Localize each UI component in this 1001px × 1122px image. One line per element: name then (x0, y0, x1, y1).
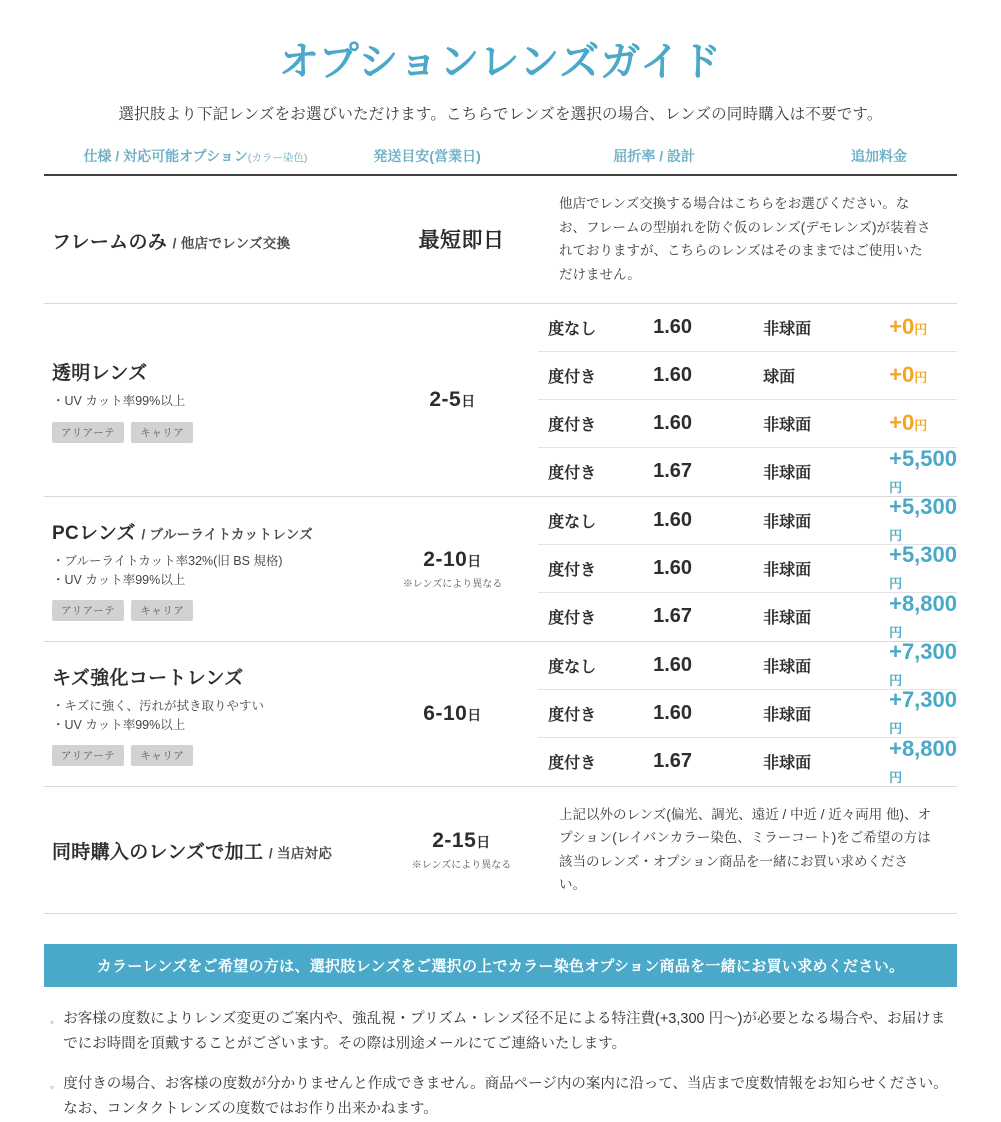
tag-career: キャリア (131, 745, 193, 766)
spec-index: 1.60 (653, 508, 693, 531)
shipping-note: ※レンズにより異なる (402, 578, 503, 590)
shipping-value: 最短即日 (418, 229, 505, 253)
spec-design: 非球面 (763, 755, 812, 772)
lens-name-cell (44, 642, 367, 786)
spec-degree: 度付き (548, 416, 597, 434)
table-row (44, 639, 957, 787)
column-header-index-design: 屈折率 / 設計 (613, 148, 696, 164)
row-description: 上記以外のレンズ(偏光、調光、遠近 / 中近 / 近々両用 他)、オプション(レイバンカラー染色、ミラーコート)をご希望の方は該当のレンズ・オプション商品を一緒にお買い求めください。 (559, 806, 932, 893)
spec-list (538, 639, 957, 786)
spec-design: 非球面 (763, 320, 812, 338)
spec-index: 1.67 (653, 460, 693, 482)
note-text: 度付きの場合、お客様の度数が分かりませんと作成できません。商品ページ内の案内に沿って、当店まで度数情報をお知らせください。なお、コンタクトレンズの度数ではお作り出来かねます。 (63, 1076, 948, 1117)
spec-degree: 度なし (548, 320, 597, 338)
shipping-value: 6-10日 (423, 701, 482, 725)
feature-item: ・キズに強く、汚れが拭き取りやすい (52, 698, 265, 713)
spec-index: 1.60 (653, 363, 693, 386)
shipping-cell (367, 304, 538, 496)
lens-options-table (44, 174, 957, 914)
tag-ariarte: アリアーテ (52, 422, 124, 443)
spec-price: +5,300円 (889, 494, 957, 543)
spec-degree: 度付き (548, 706, 597, 724)
shipping-cell (374, 787, 549, 914)
color-option-tags (52, 422, 361, 443)
spec-design: 非球面 (763, 610, 812, 627)
footnotes (44, 1007, 957, 1122)
spec-index: 1.60 (653, 411, 693, 434)
spec-index: 1.60 (653, 556, 693, 579)
spec-degree: 度なし (548, 658, 597, 676)
table-row (44, 176, 957, 304)
column-header-shipping: 発送目安(営業日) (373, 148, 481, 164)
spec-price: +0円 (889, 410, 928, 435)
spec-index: 1.60 (653, 315, 693, 338)
tag-ariarte: アリアーテ (52, 600, 124, 621)
lens-features (52, 392, 361, 411)
row-description: 他店でレンズ交換する場合はこちらをお選びください。なお、フレームの型崩れを防ぐ仮のレンズ(デモレンズ)が装着されておりますが、こちらのレンズはそのままではご使用いただけません。 (559, 196, 931, 282)
shipping-cell (374, 176, 549, 303)
table-row (44, 494, 957, 642)
spec-list (538, 494, 957, 641)
spec-degree: 度なし (548, 513, 597, 531)
spec-degree: 度付き (548, 368, 597, 386)
shipping-cell (367, 642, 538, 786)
lens-features (52, 552, 361, 591)
spec-design: 非球面 (763, 706, 812, 724)
spec-row (538, 494, 957, 545)
spec-price: +7,300円 (889, 639, 957, 688)
note-item (50, 1007, 957, 1056)
page-subtitle: 選択肢より下記レンズをお選びいただけます。こちらでレンズを選択の場合、レンズの同時購入は不要です。 (118, 106, 883, 123)
spec-design: 非球面 (763, 513, 812, 531)
spec-index: 1.60 (653, 701, 693, 724)
spec-index: 1.67 (653, 605, 693, 627)
spec-price: +0円 (889, 314, 928, 339)
note-text: お客様の度数によりレンズ変更のご案内や、強乱視・プリズム・レンズ径不足による特注費(+3,300 円〜)が必要となる場合や、お届けまでにお時間を頂戴することがございます。その際は別途メールにてご連絡いたします。 (63, 1011, 946, 1052)
tag-ariarte: アリアーテ (52, 745, 124, 766)
spec-row (538, 687, 957, 738)
lens-name: フレームのみ / 他店でレンズ交換 (52, 231, 291, 253)
spec-price: +7,300円 (889, 687, 957, 736)
spec-row (538, 352, 957, 400)
spec-design: 非球面 (763, 416, 812, 434)
column-header-extra-fee: 追加料金 (850, 148, 907, 164)
lens-name-cell (44, 176, 374, 303)
feature-item: ・UV カット率99%以上 (52, 573, 186, 587)
color-option-tags (52, 600, 361, 621)
shipping-value: 2-10日 (423, 547, 482, 571)
lens-name: 同時購入のレンズで加工 / 当店対応 (52, 842, 333, 864)
spec-degree: 度付き (548, 561, 597, 579)
spec-row (538, 445, 957, 496)
spec-row (538, 735, 957, 786)
spec-design: 球面 (763, 368, 796, 386)
spec-design: 非球面 (763, 658, 812, 676)
circle-bullet-icon: ◦ (50, 1080, 55, 1095)
spec-design: 非球面 (763, 561, 812, 579)
page-title: オプションレンズガイド (279, 40, 722, 84)
spec-price: +0円 (889, 362, 928, 387)
lens-name-cell (44, 304, 367, 496)
shipping-note: ※レンズにより異なる (411, 859, 512, 871)
lens-features (52, 697, 361, 736)
color-option-tags (52, 745, 361, 766)
feature-item: ・UV カット率99%以上 (52, 394, 186, 409)
shipping-value: 2-5日 (429, 387, 476, 411)
spec-row (538, 400, 957, 448)
spec-price: +8,800円 (889, 735, 957, 785)
table-row (44, 787, 957, 915)
note-item (50, 1072, 957, 1121)
lens-name-cell (44, 787, 374, 914)
spec-degree: 度付き (548, 610, 597, 627)
spec-price: +5,300円 (889, 542, 957, 591)
lens-name-cell (44, 497, 367, 641)
spec-row (538, 639, 957, 690)
spec-row (538, 542, 957, 593)
lens-name: PCレンズ / ブルーライトカットレンズ (52, 522, 313, 544)
table-column-headers (44, 146, 957, 174)
shipping-value: 2-15日 (432, 828, 491, 852)
table-row (44, 304, 957, 497)
tag-career: キャリア (131, 422, 193, 443)
shipping-cell (367, 497, 538, 641)
feature-item: ・UV カット率99%以上 (52, 718, 186, 732)
circle-bullet-icon: ◦ (50, 1015, 55, 1029)
spec-degree: 度付き (548, 465, 597, 482)
spec-degree: 度付き (548, 755, 597, 772)
color-lens-banner: カラーレンズをご希望の方は、選択肢レンズをご選択の上でカラー染色オプション商品を一緒にお買い求めください。 (44, 944, 957, 987)
spec-index: 1.60 (653, 653, 693, 676)
column-header-spec: 仕様 / 対応可能オプション(カラー染色) (83, 148, 308, 164)
feature-item: ・ブルーライトカット率32%(旧 BS 規格) (52, 553, 283, 568)
spec-design: 非球面 (763, 465, 812, 482)
spec-row (538, 590, 957, 641)
spec-price: +5,500円 (889, 445, 957, 495)
lens-name: 透明レンズ (52, 363, 148, 385)
lens-name: キズ強化コートレンズ (52, 667, 244, 689)
spec-list (538, 304, 957, 496)
tag-career: キャリア (131, 600, 193, 621)
spec-price: +8,800円 (889, 590, 957, 640)
spec-index: 1.67 (653, 750, 693, 772)
spec-row (538, 304, 957, 352)
